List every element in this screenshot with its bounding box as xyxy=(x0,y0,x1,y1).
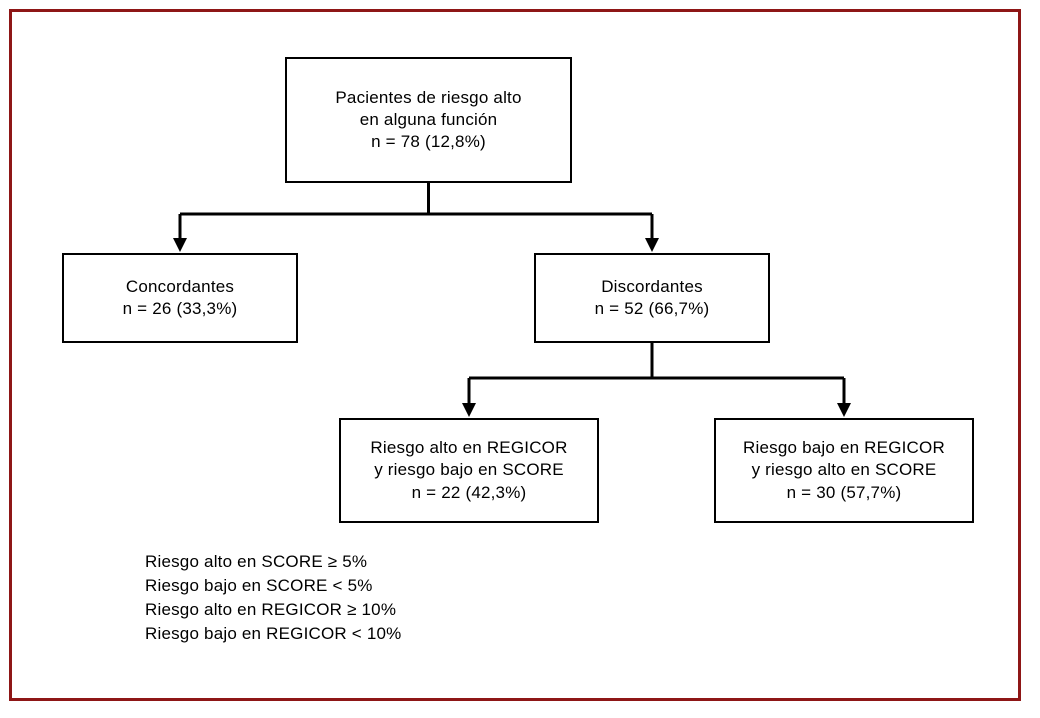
node-root-line-1: Pacientes de riesgo alto xyxy=(335,87,522,107)
legend-line-4: Riesgo bajo en REGICOR < 10% xyxy=(145,624,402,644)
node-discordantes-line-1: Discordantes xyxy=(601,276,703,296)
node-regicor-bajo-line-3: n = 30 (57,7%) xyxy=(786,482,902,502)
node-concordantes-line-2: n = 26 (33,3%) xyxy=(122,299,238,318)
node-root-line-2: en alguna función xyxy=(359,109,498,129)
legend-line-1: Riesgo alto en SCORE ≥ 5% xyxy=(145,552,368,571)
node-riesgo-bajo-regicor-alto-score xyxy=(714,418,974,523)
legend-line-2: Riesgo bajo en SCORE < 5% xyxy=(145,576,373,596)
node-regicor-bajo-line-1: Riesgo bajo en REGICOR xyxy=(743,438,945,458)
node-concordantes xyxy=(62,253,298,343)
node-regicor-alto-line-1: Riesgo alto en REGICOR xyxy=(370,438,568,458)
node-root-line-3: n = 78 (12,8%) xyxy=(371,132,486,152)
node-regicor-bajo-line-2: y riesgo alto en SCORE xyxy=(751,460,937,480)
node-regicor-alto-line-2: y riesgo bajo en SCORE xyxy=(374,460,564,480)
node-discordantes-line-2: n = 52 (66,7%) xyxy=(594,299,710,318)
node-concordantes-line-1: Concordantes xyxy=(125,276,235,296)
node-riesgo-alto-regicor-bajo-score xyxy=(339,418,599,523)
legend-line-3: Riesgo alto en REGICOR ≥ 10% xyxy=(145,600,397,620)
legend xyxy=(145,550,565,647)
node-pacientes-riesgo-alto xyxy=(285,57,572,183)
node-discordantes xyxy=(534,253,770,343)
node-regicor-alto-line-3: n = 22 (42,3%) xyxy=(411,482,527,502)
